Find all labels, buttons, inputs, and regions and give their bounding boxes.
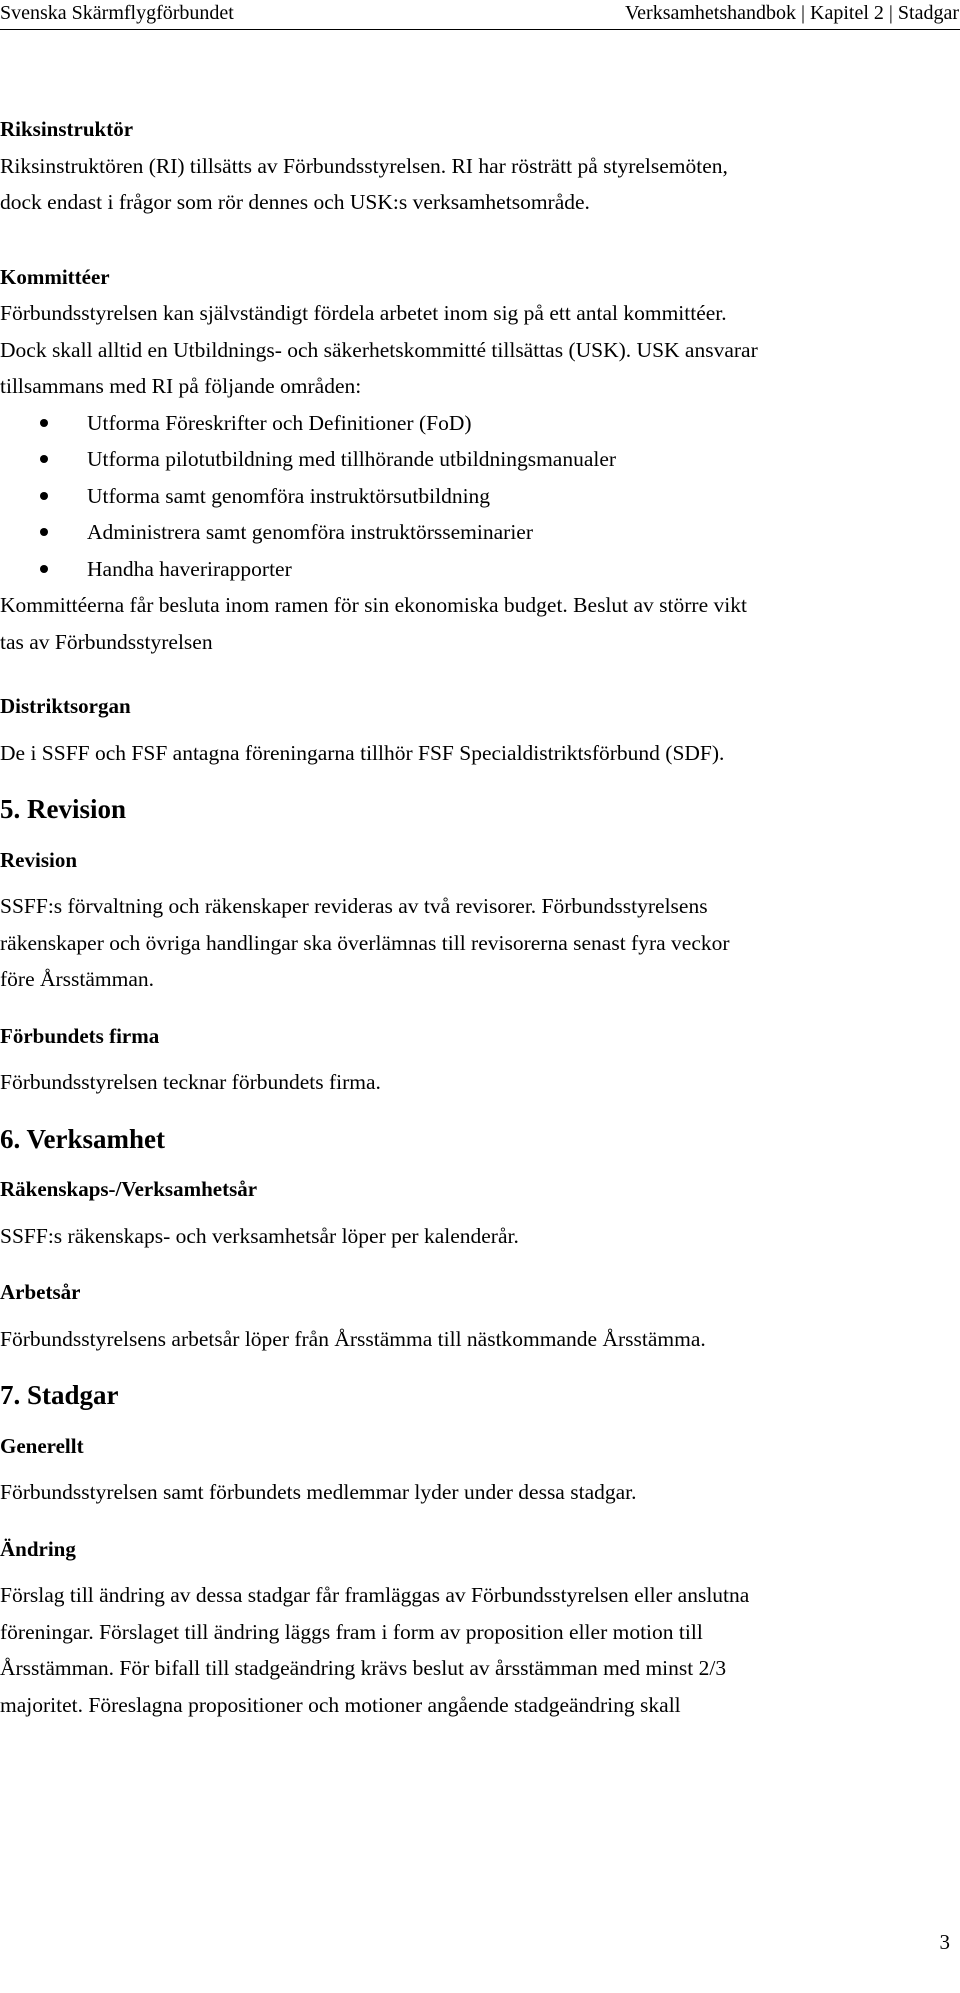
list-item (0, 551, 960, 588)
list-item-text: Utforma pilotutbildning med tillhörande utbildningsmanualer (87, 447, 617, 471)
bullet-icon (40, 492, 48, 500)
list-item-text: Utforma Föreskrifter och Definitioner (FoD) (87, 410, 472, 435)
paragraph-line: Förbundsstyrelsen kan självständigt fördela arbetet inom sig på ett antal kommittéer. (0, 301, 727, 325)
header-divider (0, 29, 960, 30)
paragraph-line: före Årsstämman. (0, 967, 155, 991)
section-heading-generellt: Generellt (0, 1433, 84, 1458)
paragraph-line: Förbundsstyrelsen tecknar förbundets firma. (0, 1070, 381, 1094)
bullet-icon (40, 419, 48, 427)
page-number: 3 (939, 1930, 950, 1954)
list-item (0, 441, 960, 478)
responsibility-list (0, 405, 960, 588)
header-chapter: Verksamhetshandbok | Kapitel 2 | Stadgar (624, 2, 959, 24)
section-heading-arbetsar: Arbetsår (0, 1280, 81, 1304)
chapter-heading-revision: 5. Revision (0, 794, 127, 824)
paragraph-line: SSFF:s räkenskaps- och verksamhetsår löper per kalenderår. (0, 1223, 519, 1248)
list-item-text: Utforma samt genomföra instruktörsutbildning (87, 483, 491, 508)
section-heading-firma: Förbundets firma (0, 1023, 160, 1048)
list-item (0, 478, 960, 515)
list-item-text: Handha haverirapporter (87, 556, 292, 581)
paragraph-line: Kommittéerna får besluta inom ramen för sin ekonomiska budget. Beslut av större vikt (0, 593, 747, 617)
section-heading-riksinstruktor: Riksinstruktör (0, 117, 134, 141)
paragraph-line: Förbundsstyrelsens arbetsår löper från Årsstämma till nästkommande Årsstämma. (0, 1326, 706, 1351)
paragraph-line: tas av Förbundsstyrelsen (0, 629, 213, 654)
section-heading-kommitteer: Kommittéer (0, 264, 110, 289)
section-heading-rakenskapsar: Räkenskaps-/Verksamhetsår (0, 1177, 258, 1201)
chapter-heading-stadgar: 7. Stadgar (0, 1380, 119, 1410)
paragraph-line: Förbundsstyrelsen samt förbundets medlemmar lyder under dessa stadgar. (0, 1480, 637, 1504)
paragraph-line: Förslag till ändring av dessa stadgar får framläggas av Förbundsstyrelsen eller anslutna (0, 1583, 750, 1607)
section-heading-revision: Revision (0, 847, 78, 872)
paragraph-line: Årsstämman. För bifall till stadgeändring krävs beslut av årsstämman med minst 2/3 (0, 1656, 727, 1680)
paragraph-line: räkenskaper och övriga handlingar ska överlämnas till revisorerna senast fyra veckor (0, 930, 730, 955)
paragraph-line: tillsammans med RI på följande områden: (0, 374, 362, 398)
paragraph-line: dock endast i frågor som rör dennes och USK:s verksamhetsområde. (0, 190, 590, 214)
paragraph-line: SSFF:s förvaltning och räkenskaper revideras av två revisorer. Förbundsstyrelsens (0, 894, 708, 918)
list-item (0, 514, 960, 551)
section-heading-andring: Ändring (0, 1536, 76, 1561)
chapter-heading-verksamhet: 6. Verksamhet (0, 1123, 166, 1154)
paragraph-line: Riksinstruktören (RI) tillsätts av Förbundsstyrelsen. RI har rösträtt på styrelsemöten, (0, 153, 728, 178)
paragraph-line: Dock skall alltid en Utbildnings- och säkerhetskommitté tillsättas (USK). USK ansvarar (0, 337, 758, 362)
bullet-icon (40, 528, 48, 536)
paragraph-line: majoritet. Föreslagna propositioner och motioner angående stadgeändring skall (0, 1692, 681, 1717)
bullet-icon (40, 455, 48, 463)
list-item (0, 405, 960, 442)
paragraph-line: De i SSFF och FSF antagna föreningarna tillhör FSF Specialdistriktsförbund (SDF). (0, 740, 725, 765)
header-organization: Svenska Skärmflygförbundet (0, 2, 234, 24)
page-header (0, 0, 960, 30)
list-item-text: Administrera samt genomföra instruktörsseminarier (87, 520, 534, 544)
section-heading-distriktsorgan: Distriktsorgan (0, 694, 131, 718)
bullet-icon (40, 565, 48, 573)
paragraph-line: föreningar. Förslaget till ändring läggs fram i form av proposition eller motion till (0, 1619, 703, 1644)
document-body (0, 111, 960, 1723)
